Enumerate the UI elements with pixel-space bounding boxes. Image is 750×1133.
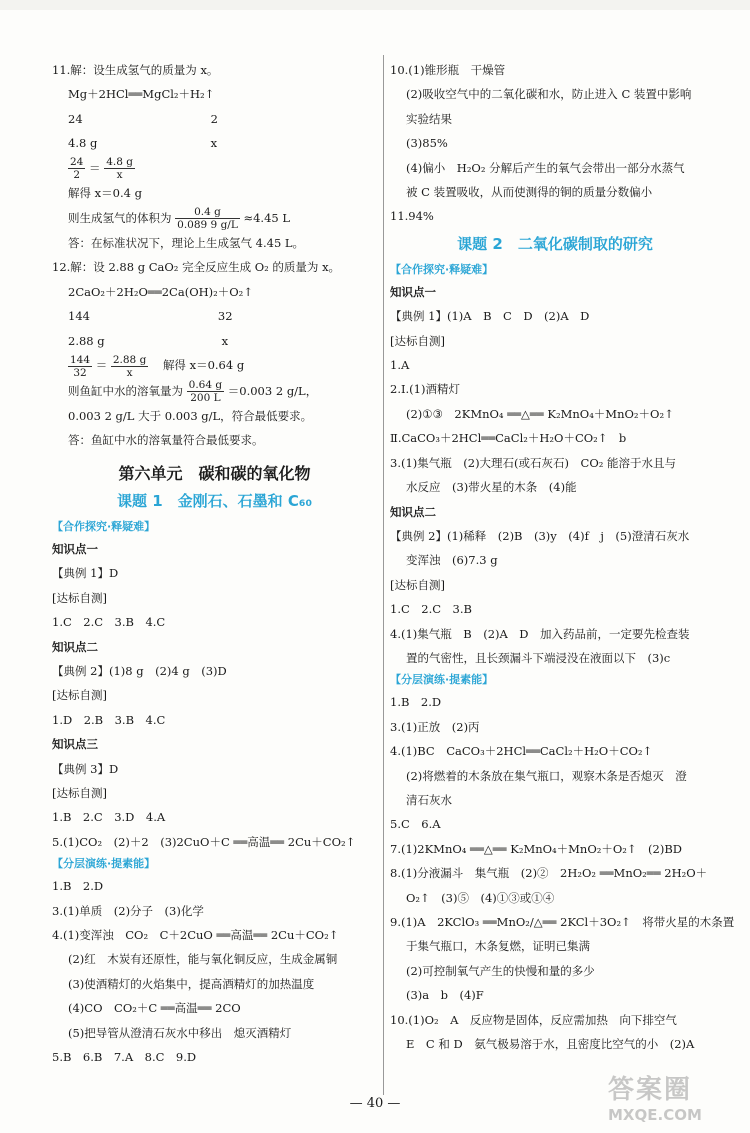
right-column — [390, 58, 735, 1056]
text-line: 2CaO₂＋2H₂O══2Ca(OH)₂＋O₂↑ — [68, 284, 253, 299]
text-line: 答：在标准状况下，理论上生成氢气 4.45 L。 — [68, 236, 305, 251]
text-line: (2)吸收空气中的二氧化碳和水，防止进入 C 装置中影响 — [406, 87, 692, 102]
text-line: 5.B 6.B 7.A 8.C 9.D — [52, 1050, 197, 1064]
text-line: (2)可控制氧气产生的快慢和量的多少 — [406, 963, 595, 978]
fraction: $\frac{0.64 g}{200 L}$ — [188, 379, 223, 405]
text-line: 8.(1)分液漏斗 集气瓶 (2)② 2H₂O₂ ══MnO₂══ 2H₂O＋ — [390, 866, 708, 881]
unit-title: 第六单元 碳和碳的氧化物 — [118, 463, 311, 483]
text-line: 9.(1)A 2KClO₃ ══MnO₂/△══ 2KCl＋3O₂↑ 将带火星的木条置 — [390, 915, 735, 929]
text-line: 24 2 — [68, 111, 218, 126]
text-line: 知识点一 — [52, 541, 98, 556]
text-line: Mg＋2HCl══MgCl₂＋H₂↑ — [68, 87, 215, 102]
text-line: [达标自测] — [390, 577, 445, 592]
text-line: 7.(1)2KMnO₄ ══△══ K₂MnO₄＋MnO₂＋O₂↑ (2)BD — [390, 841, 683, 856]
text-line: 1.D 2.B 3.B 4.C — [52, 712, 166, 727]
fraction: $\frac{24}{2}$ — [70, 156, 84, 182]
text-line: 0.003 2 g/L 大于 0.003 g/L，符合最低要求。 — [68, 409, 313, 424]
section-tag: 【分层演练·提素能】 — [390, 673, 494, 687]
fraction: $\frac{2.88 g}{x}$ — [112, 353, 147, 379]
text-line: 10.(1)O₂ A 反应物是固体，反应需加热 向下排空气 — [390, 1012, 677, 1027]
oxygen-equation: 则鱼缸中水的溶氧量为 $\frac{0.64 g}{200 L}$ ＝0.003 2 g/L， — [68, 379, 318, 405]
text-line: E C 和 D 氨气极易溶于水，且密度比空气的小 (2)A — [406, 1037, 695, 1052]
text-line: 10.(1)锥形瓶 干燥管 — [390, 63, 506, 77]
text-line: [达标自测] — [52, 785, 107, 800]
text-line: 4.(1)集气瓶 B (2)A D 加入药品前，一定要先检查装 — [390, 626, 690, 641]
section-tag: 【合作探究·释疑难】 — [52, 519, 156, 533]
text-line: 1.C 2.C 3.B — [390, 602, 472, 617]
text-line: 答：鱼缸中水的溶氧量符合最低要求。 — [68, 433, 264, 448]
text-line: 3.(1)集气瓶 (2)大理石(或石灰石) CO₂ 能溶于水且与 — [390, 455, 677, 470]
text-line: 3.(1)正放 (2)丙 — [390, 719, 480, 734]
text-line: 实验结果 — [406, 111, 452, 126]
text-line: 于集气瓶口，木条复燃，证明已集满 — [406, 939, 590, 954]
volume-equation: 则生成氢气的体积为 $\frac{0.4 g}{0.089 9 g/L}$ ≈4.45 L — [68, 206, 291, 232]
text-line: (4)偏小 H₂O₂ 分解后产生的氧气会带出一部分水蒸气 — [406, 160, 685, 175]
text-line: 3.(1)单质 (2)分子 (3)化学 — [52, 903, 204, 918]
text-line: [达标自测] — [390, 333, 445, 348]
watermark-text: 答案圈 — [608, 1075, 693, 1105]
text-line: (3)使酒精灯的火焰集中，提高酒精灯的加热温度 — [68, 976, 315, 991]
watermark-logo — [608, 1069, 744, 1129]
text-line: (2)①③ 2KMnO₄ ══△══ K₂MnO₄＋MnO₂＋O₂↑ — [406, 406, 674, 421]
text-line: 144 32 — [68, 309, 233, 324]
proportion-equation: $\frac{144}{32}$ ＝ $\frac{2.88 g}{x}$ 解得 x＝0.64 g — [70, 353, 245, 379]
text-line: 【典例 1】(1)A B C D (2)A D — [390, 309, 590, 324]
lesson-title: 课题 1 金刚石、石墨和 C₆₀ — [116, 491, 313, 510]
text-line: 被 C 装置吸收，从而使测得的铜的质量分数偏小 — [406, 185, 653, 200]
text-line: 5.C 6.A — [390, 817, 441, 832]
text-line: 清石灰水 — [406, 792, 452, 807]
text-line: 变浑浊 (6)7.3 g — [406, 553, 498, 568]
text-line: 1.B 2.D — [52, 879, 104, 894]
fraction: $\frac{0.4 g}{0.089 9 g/L}$ — [177, 206, 238, 232]
text-line: (3)a b (4)F — [406, 988, 484, 1003]
section-tag: 【分层演练·提素能】 — [52, 857, 156, 871]
text-line: 4.(1)变浑浊 CO₂ C＋2CuO ══高温══ 2Cu＋CO₂↑ — [52, 927, 339, 942]
text-line: 【典例 2】(1)8 g (2)4 g (3)D — [52, 663, 227, 678]
text-line: 2.88 g x — [68, 333, 229, 348]
text-line: 4.8 g x — [68, 136, 218, 151]
text-line: (2)红 木炭有还原性，能与氧化铜反应，生成金属铜 — [68, 952, 338, 967]
lesson-title: 课题 2 二氧化碳制取的研究 — [457, 234, 653, 253]
watermark-url: MXQE.COM — [608, 1106, 702, 1124]
text-line: Ⅱ.CaCO₃＋2HCl══CaCl₂＋H₂O＋CO₂↑ b — [390, 431, 627, 446]
text-line: 知识点二 — [390, 504, 436, 519]
text-line: [达标自测] — [52, 590, 107, 605]
text-line: 12.解：设 2.88 g CaO₂ 完全反应生成 O₂ 的质量为 x。 — [52, 260, 341, 275]
section-tag: 【合作探究·释疑难】 — [390, 262, 494, 276]
text-line: 11.94% — [390, 209, 434, 224]
left-column — [52, 58, 377, 1069]
page-number: — 40 — — [349, 1096, 401, 1111]
text-line: 【典例 2】(1)稀释 (2)B (3)y (4)f j (5)澄清石灰水 — [390, 528, 690, 543]
column-divider — [383, 55, 384, 1095]
text-line: 1.B 2.C 3.D 4.A — [52, 810, 166, 825]
text-line: [达标自测] — [52, 688, 107, 703]
text-line: 解得 x＝0.4 g — [68, 186, 142, 201]
text-line: (3)85% — [406, 136, 448, 151]
text-line: O₂↑ (3)⑤ (4)①③或①④ — [406, 890, 555, 905]
text-line: 知识点二 — [52, 639, 98, 654]
text-line: (2)将燃着的木条放在集气瓶口，观察木条是否熄灭 澄 — [406, 768, 687, 783]
text-line: 置的气密性，且长颈漏斗下端浸没在液面以下 (3)c — [406, 650, 671, 665]
text-line: 1.B 2.D — [390, 695, 442, 710]
text-line: 1.A — [390, 358, 410, 373]
text-line: 水反应 (3)带火星的木条 (4)能 — [406, 480, 577, 495]
text-line: 1.C 2.C 3.B 4.C — [52, 615, 166, 630]
text-line: 11.解：设生成氢气的质量为 x。 — [52, 63, 219, 77]
text-line: 5.(1)CO₂ (2)＋2 (3)2CuO＋C ══高温══ 2Cu＋CO₂↑ — [52, 834, 356, 849]
text-line: 【典例 3】D — [52, 761, 119, 776]
fraction: $\frac{4.8 g}{x}$ — [106, 156, 133, 182]
text-line: 4.(1)BC CaCO₃＋2HCl══CaCl₂＋H₂O＋CO₂↑ — [390, 744, 653, 759]
text-line: 知识点一 — [390, 284, 436, 299]
text-line: 2.Ⅰ.(1)酒精灯 — [390, 382, 460, 397]
text-line: (5)把导管从澄清石灰水中移出 熄灭酒精灯 — [68, 1025, 292, 1040]
text-line: 知识点三 — [52, 737, 98, 752]
fraction: $\frac{144}{32}$ — [70, 353, 91, 379]
text-line: 【典例 1】D — [52, 566, 119, 581]
text-line: (4)CO CO₂＋C ══高温══ 2CO — [68, 1001, 241, 1016]
top-strip — [0, 0, 750, 10]
proportion-equation: $\frac{24}{2}$ ＝ $\frac{4.8 g}{x}$ — [70, 156, 133, 182]
